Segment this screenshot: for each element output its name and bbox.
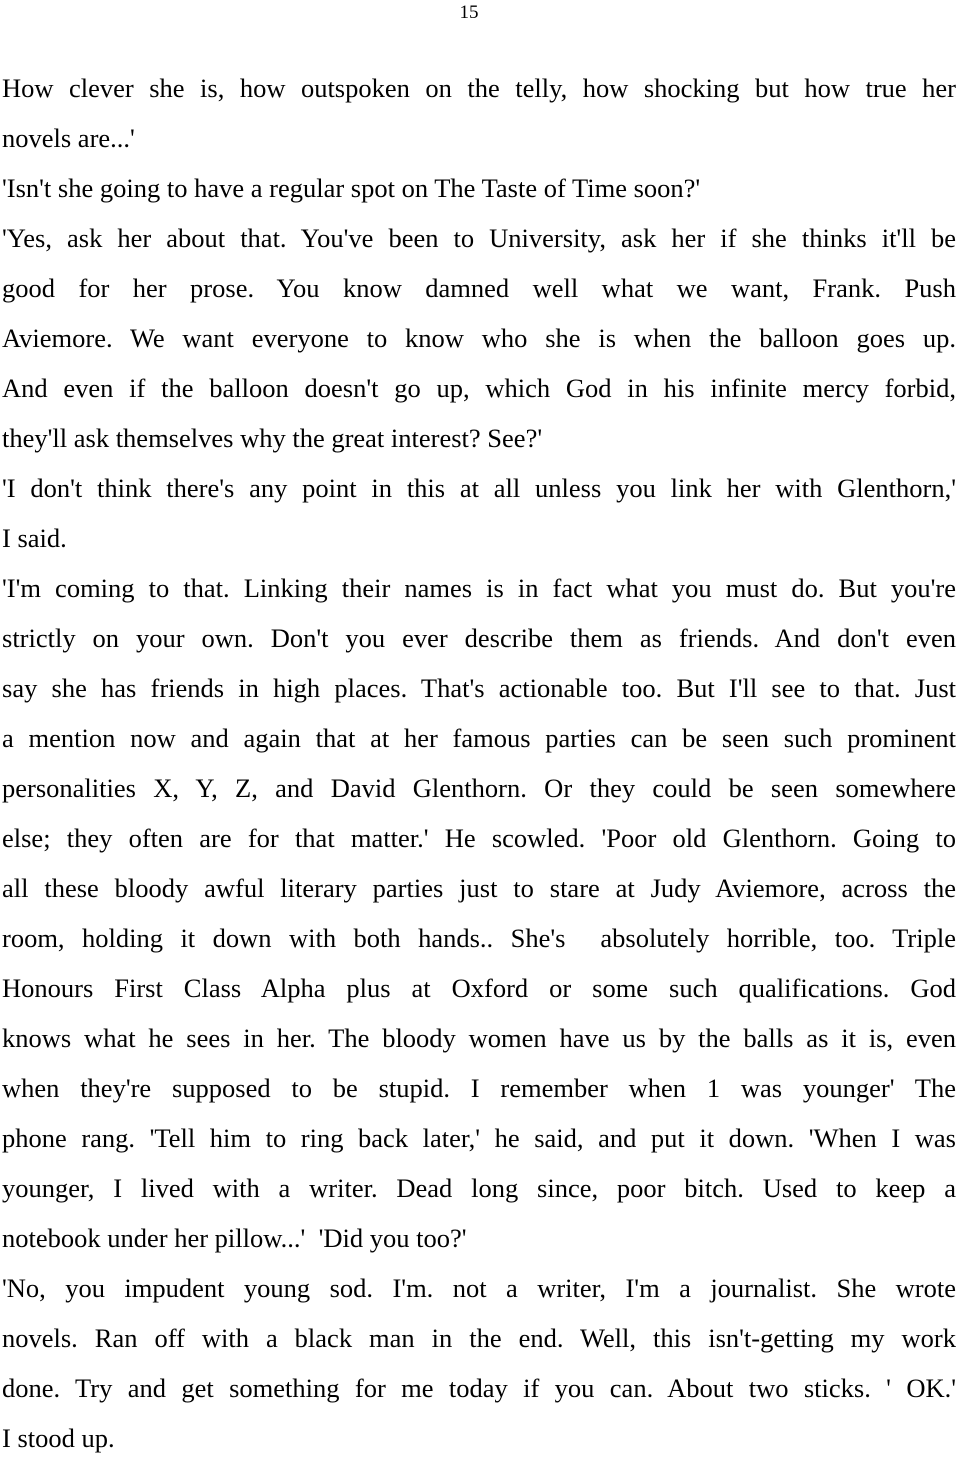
text-line: knows what he sees in her. The bloody women have us by the balls as it is, even: [2, 1023, 956, 1053]
text-line: they'll ask themselves why the great interest? See?': [2, 423, 543, 453]
text-line: I said.: [2, 523, 67, 553]
text-line: all these bloody awful literary parties just to stare at Judy Aviemore, across the: [2, 873, 956, 903]
text-line: phone rang. 'Tell him to ring back later,' he said, and put it down. 'When I was: [2, 1123, 956, 1153]
text-line: when they're supposed to be stupid. I remember when 1 was younger' The: [2, 1073, 956, 1103]
text-line: good for her prose. You know damned well what we want, Frank. Push: [2, 273, 956, 303]
text-line: else; they often are for that matter.' He scowled. 'Poor old Glenthorn. Going to: [2, 823, 956, 853]
text-line: And even if the balloon doesn't go up, which God in his infinite mercy forbid,: [2, 373, 956, 403]
text-line: 'Yes, ask her about that. You've been to University, ask her if she thinks it'll be: [2, 223, 956, 253]
text-line: 'No, you impudent young sod. I'm. not a writer, I'm a journalist. She wrote: [2, 1273, 956, 1303]
page-number: 15: [459, 2, 479, 23]
text-line: room, holding it down with both hands.. She's absolutely horrible, too. Triple: [2, 923, 956, 953]
text-line: Honours First Class Alpha plus at Oxford or some such qualifications. God: [2, 973, 956, 1003]
text-line: notebook under her pillow...' 'Did you too?': [2, 1223, 467, 1253]
text-line: younger, I lived with a writer. Dead long since, poor bitch. Used to keep a: [2, 1173, 956, 1203]
text-body: [2, 63, 956, 1463]
text-line: 'I'm coming to that. Linking their names is in fact what you must do. But you're: [2, 573, 956, 603]
text-line: 'I don't think there's any point in this at all unless you link her with Glenthorn,': [2, 473, 956, 503]
text-line: strictly on your own. Don't you ever describe them as friends. And don't even: [2, 623, 956, 653]
text-line: I stood up.: [2, 1423, 115, 1453]
text-line: How clever she is, how outspoken on the telly, how shocking but how true her: [2, 73, 956, 103]
text-line: novels are...': [2, 123, 135, 153]
text-line: personalities X, Y, Z, and David Glenthorn. Or they could be seen somewhere: [2, 773, 956, 803]
text-line: done. Try and get something for me today if you can. About two sticks. ' OK.': [2, 1373, 956, 1403]
text-line: novels. Ran off with a black man in the end. Well, this isn't-getting my work: [2, 1323, 956, 1353]
text-line: 'Isn't she going to have a regular spot on The Taste of Time soon?': [2, 173, 701, 203]
text-line: a mention now and again that at her famous parties can be seen such prominent: [2, 723, 956, 753]
text-line: Aviemore. We want everyone to know who she is when the balloon goes up.: [2, 323, 956, 353]
text-line: say she has friends in high places. That's actionable too. But I'll see to that. Just: [2, 673, 956, 703]
